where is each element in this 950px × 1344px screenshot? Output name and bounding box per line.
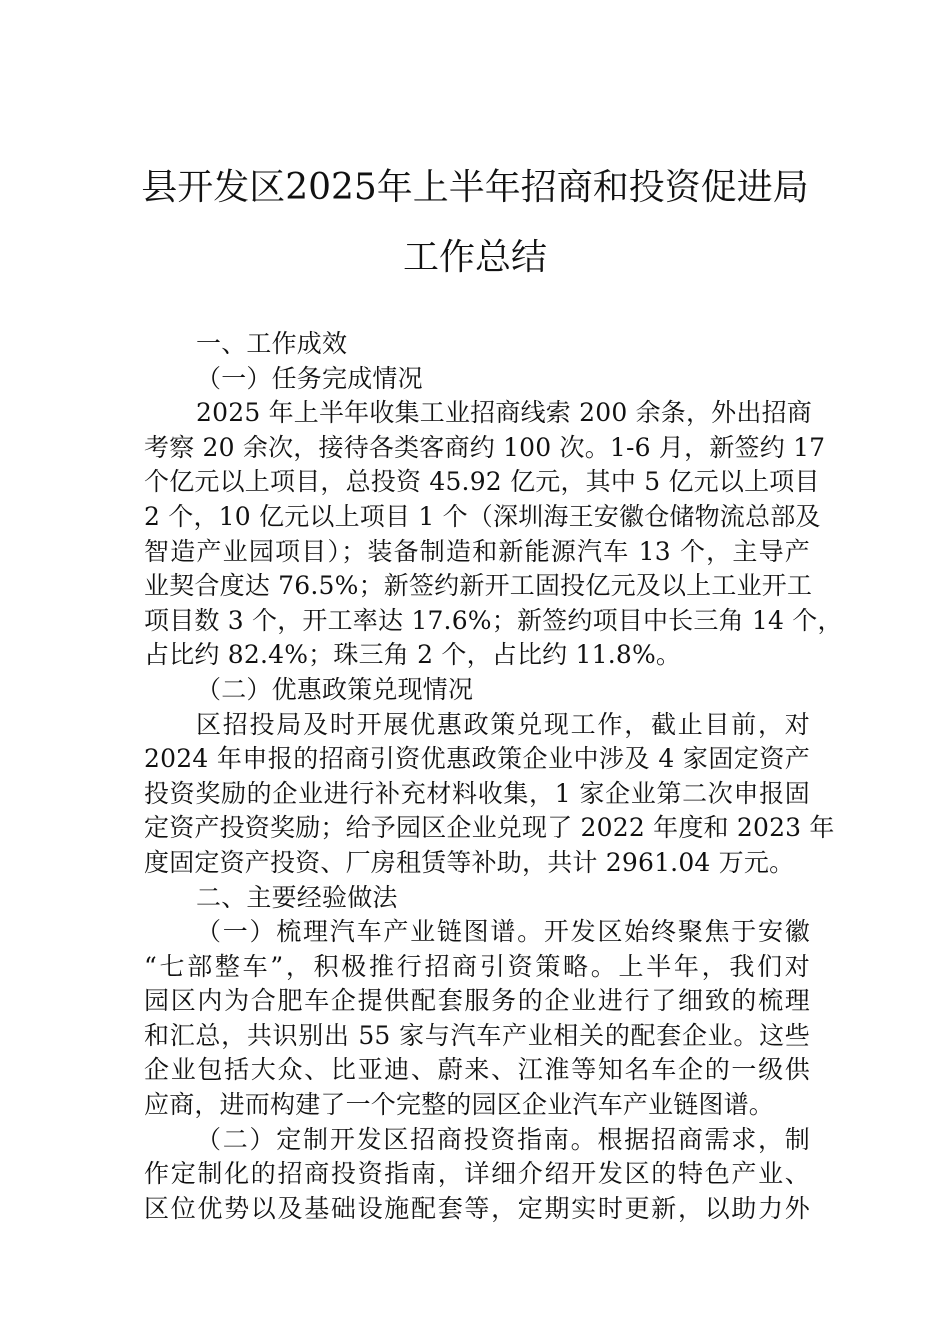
text-line: 项目数 3 个，开工率达 17.6%；新签约项目中长三角 14 个， — [144, 605, 843, 635]
text-line: 业契合度达 76.5%；新签约新开工固投亿元及以上工业开工 — [144, 571, 813, 601]
text-line: 考察 20 余次，接待各类客商约 100 次。1-6 月，新签约 17 — [144, 432, 826, 462]
text-line: （二）定制开发区招商投资指南。根据招商需求，制 — [196, 1124, 810, 1154]
text-line: 区招投局及时开展优惠政策兑现工作，截止目前，对 — [196, 709, 810, 739]
text-line: （一）梳理汽车产业链图谱。开发区始终聚焦于安徽 — [196, 917, 810, 947]
text-line: 一、工作成效 — [196, 329, 348, 358]
text-line: 智造产业园项目）；装备制造和新能源汽车 13 个，主导产 — [144, 536, 810, 566]
text-line: 应商，进而构建了一个完整的园区企业汽车产业链图谱。 — [144, 1090, 775, 1120]
text-line: “七部整车”，积极推行招商引资策略。上半年，我们对 — [144, 951, 810, 981]
text-line: 2025 年上半年收集工业招商线索 200 余条，外出招商 — [196, 398, 812, 428]
text-line: 占比约 82.4%；珠三角 2 个，占比约 11.8%。 — [144, 640, 682, 670]
text-line: 定资产投资奖励；给予园区企业兑现了 2022 年度和 2023 年 — [144, 813, 835, 843]
text-line: （二）优惠政策兑现情况 — [196, 674, 474, 704]
text-line: 区位优势以及基础设施配套等，定期实时更新，以助力外 — [144, 1193, 810, 1223]
document-title-line-2: 工作总结 — [402, 237, 547, 278]
text-line: 园区内为合肥车企提供配套服务的企业进行了细致的梳理 — [144, 986, 810, 1016]
text-line: 和汇总，共识别出 55 家与汽车产业相关的配套企业。这些 — [144, 1020, 810, 1050]
text-line: 2024 年申报的招商引资优惠政策企业中涉及 4 家固定资产 — [144, 744, 810, 774]
document-title-line-1: 县开发区2025年上半年招商和投资促进局 — [141, 167, 809, 208]
text-line: 度固定资产投资、厂房租赁等补助，共计 2961.04 万元。 — [144, 847, 795, 877]
document-body — [144, 327, 843, 1226]
text-line: 投资奖励的企业进行补充材料收集，1 家企业第二次申报固 — [144, 778, 810, 808]
text-line: 2 个，10 亿元以上项目 1 个（深圳海王安徽仓储物流总部及 — [144, 501, 821, 531]
text-line: 二、主要经验做法 — [196, 882, 398, 912]
text-line: （一）任务完成情况 — [196, 363, 423, 393]
text-line: 个亿元以上项目，总投资 45.92 亿元，其中 5 亿元以上项目 — [144, 467, 820, 497]
text-line: 企业包括大众、比亚迪、蔚来、江淮等知名车企的一级供 — [144, 1055, 810, 1085]
text-line: 作定制化的招商投资指南，详细介绍开发区的特色产业、 — [144, 1159, 810, 1189]
